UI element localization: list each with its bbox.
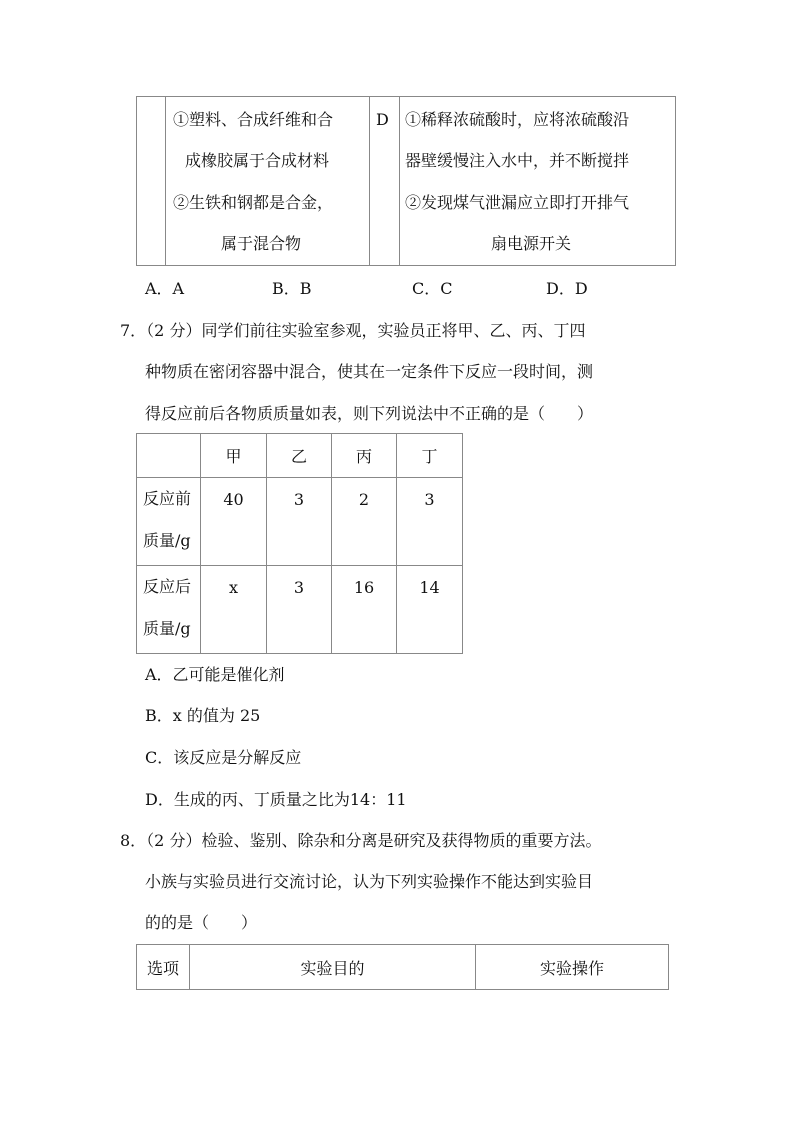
table-cell: 40 xyxy=(201,478,267,566)
table-row xyxy=(137,478,463,566)
table-header-cell xyxy=(137,434,201,478)
table-cell-text: ①塑料、合成纤维和合 xyxy=(173,110,334,129)
question-8-table xyxy=(136,944,669,990)
table-cell-text: 成橡胶属于合成材料 xyxy=(185,151,330,170)
question-7-stem-line: 种物质在密闭容器中混合，使其在一定条件下反应一段时间，测 xyxy=(145,362,594,381)
table-header-cell: 丁 xyxy=(397,434,463,478)
row-label xyxy=(137,478,201,566)
option-letter: D xyxy=(376,110,389,129)
answer-option-b: B．B xyxy=(272,279,312,298)
answer-option-b: B．x 的值为 25 xyxy=(145,706,261,725)
question-7-stem-line: 7．（2 分）同学们前往实验室参观，实验员正将甲、乙、丙、丁四 xyxy=(120,321,586,340)
answer-option-d: D．D xyxy=(546,279,588,298)
table-cell-text: ①稀释浓硫酸时，应将浓硫酸沿 xyxy=(405,110,630,129)
answer-option-c: C．该反应是分解反应 xyxy=(145,748,302,767)
table-header-cell: 实验目的 xyxy=(190,945,476,990)
table-cell: 3 xyxy=(267,566,332,654)
row-label-line: 质量/g xyxy=(143,619,191,638)
table-cell-text: ②生铁和钢都是合金， xyxy=(173,193,334,212)
table-cell: 16 xyxy=(332,566,397,654)
row-label-line: 反应前 xyxy=(143,489,192,508)
table-header-cell: 选项 xyxy=(137,945,190,990)
previous-question-table xyxy=(136,96,676,266)
table-cell-text: ②发现煤气泄漏应立即打开排气 xyxy=(405,193,630,212)
question-7-mass-table xyxy=(136,433,463,654)
table-cell: 14 xyxy=(397,566,463,654)
table-row xyxy=(137,566,463,654)
table-header-cell: 实验操作 xyxy=(476,945,669,990)
table-header-cell: 甲 xyxy=(201,434,267,478)
answer-option-d: D．生成的丙、丁质量之比为14：11 xyxy=(145,790,407,809)
table-cell: 2 xyxy=(332,478,397,566)
table-cell-text: 属于混合物 xyxy=(221,234,302,253)
table-cell: 3 xyxy=(397,478,463,566)
answer-option-a: A．乙可能是催化剂 xyxy=(145,665,285,684)
question-7-stem-line: 得反应前后各物质质量如表，则下列说法中不正确的是（ ） xyxy=(145,404,594,423)
row-label xyxy=(137,566,201,654)
row-label-line: 质量/g xyxy=(143,531,191,550)
table-divider xyxy=(165,97,166,265)
table-header-cell: 乙 xyxy=(267,434,332,478)
answer-option-c: C．C xyxy=(412,279,453,298)
table-divider xyxy=(399,97,400,265)
table-divider xyxy=(369,97,370,265)
table-cell-text: 器壁缓慢注入水中，并不断搅拌 xyxy=(405,151,630,170)
row-label-line: 反应后 xyxy=(143,577,192,596)
answer-option-a: A．A xyxy=(145,279,185,298)
table-cell: 3 xyxy=(267,478,332,566)
table-header-cell: 丙 xyxy=(332,434,397,478)
table-cell-text: 扇电源开关 xyxy=(491,234,572,253)
question-8-stem-line: 小族与实验员进行交流讨论，认为下列实验操作不能达到实验目 xyxy=(145,872,594,891)
table-cell: x xyxy=(201,566,267,654)
question-8-stem-line: 8．（2 分）检验、鉴别、除杂和分离是研究及获得物质的重要方法。 xyxy=(120,831,602,850)
question-8-stem-line: 的的是（ ） xyxy=(145,913,258,932)
